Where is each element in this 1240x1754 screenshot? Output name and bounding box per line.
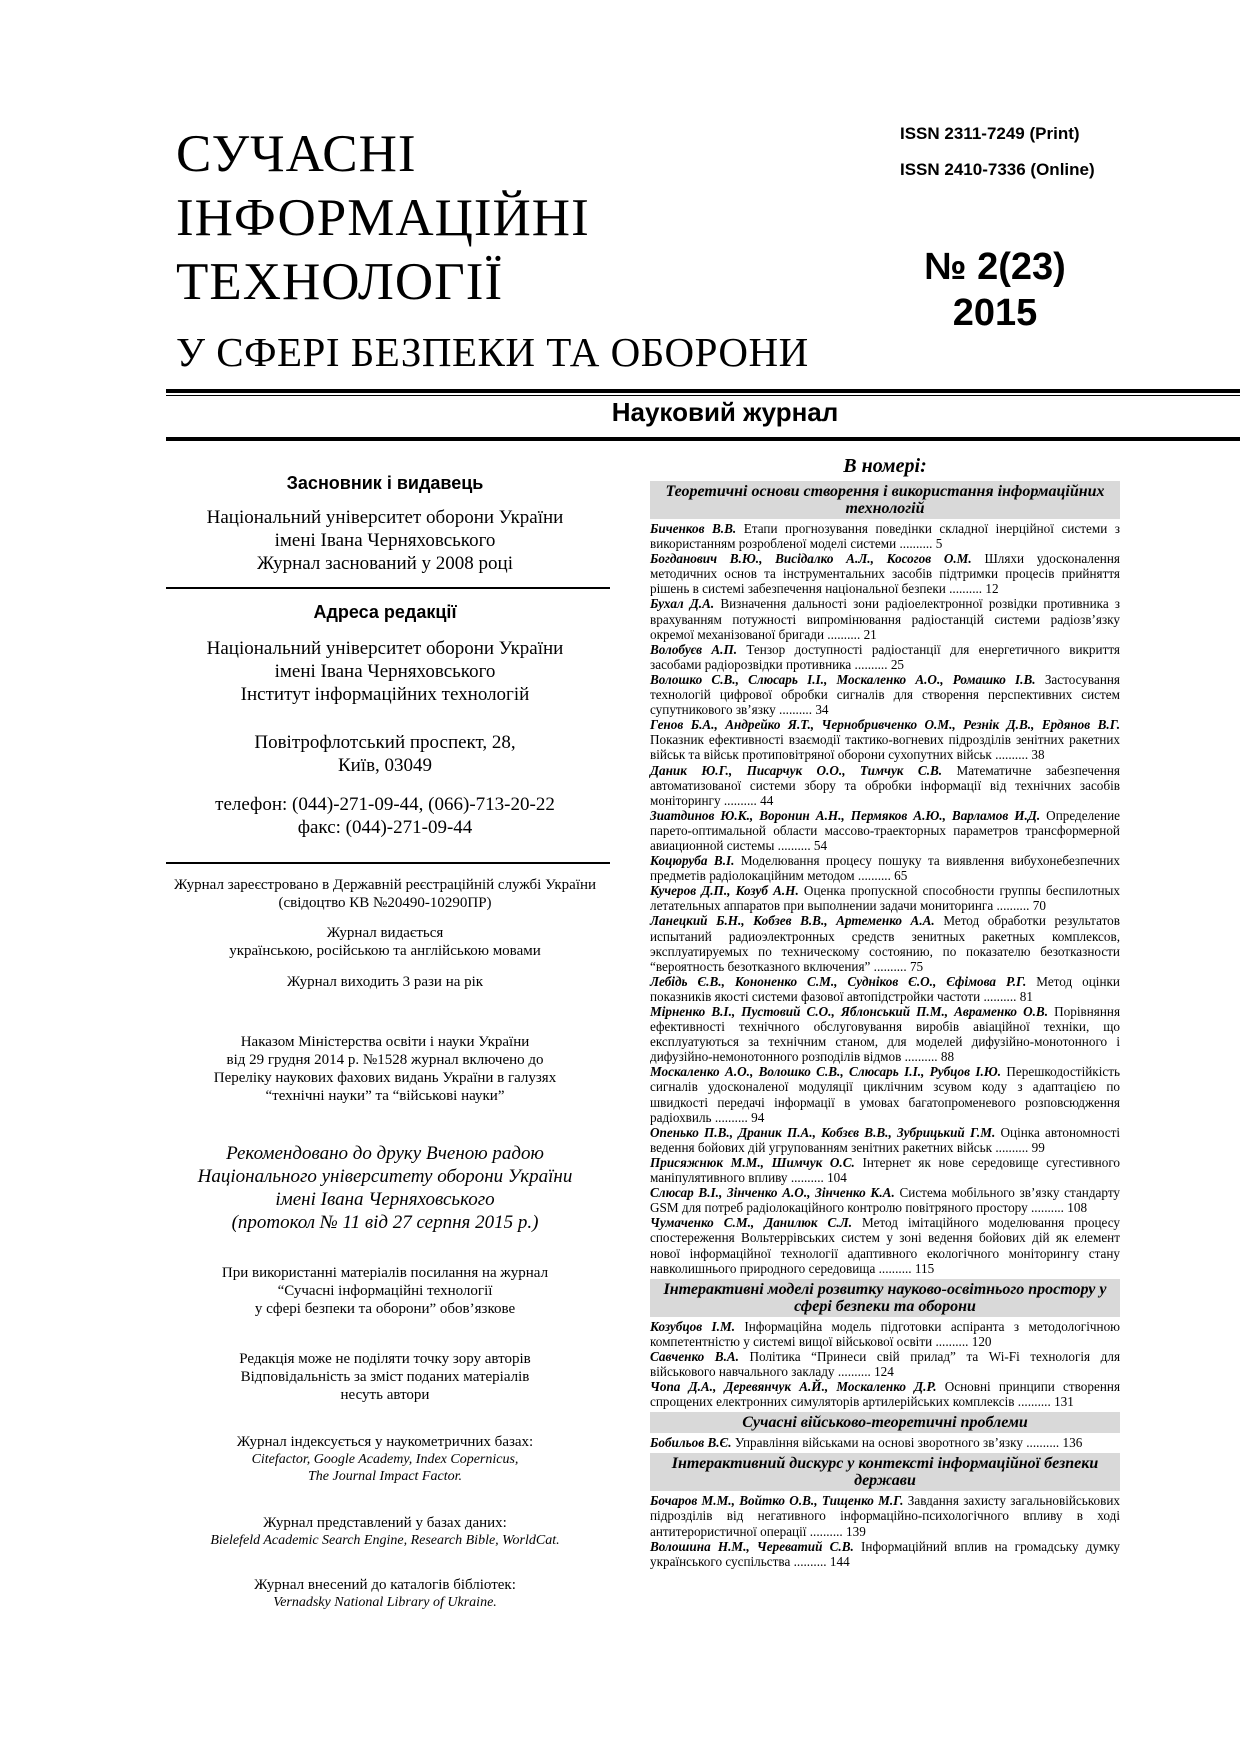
- founder-line: Журнал заснований у 2008 році: [257, 553, 513, 574]
- citation-line: При використанні матеріалів посилання на журнал: [221, 1265, 549, 1281]
- toc-entry-page: 34: [815, 702, 829, 718]
- toc-entry[interactable]: [650, 1004, 1120, 1064]
- toc-entry-leader: ..........: [945, 581, 986, 597]
- ministry-block: [160, 1033, 610, 1105]
- address-line: Київ, 03049: [337, 755, 433, 776]
- title-line-1: СУЧАСНІ: [176, 125, 417, 183]
- toc-entry-leader: ..........: [806, 1523, 847, 1539]
- toc-entry-leader: ..........: [834, 1363, 875, 1379]
- toc-entry-title: Перешкодостійкість сигналів удосконаленої модуляції циклічним зсувом коду з адаптацією по швидкості передачі інформації в умовах багатопроменевого розповсюдження радіохвиль: [650, 1064, 1120, 1125]
- toc-entry-page: 88: [940, 1049, 955, 1065]
- toc-entry-leader: ..........: [720, 792, 761, 808]
- editorial-line: Інститут інформаційних технологій: [240, 684, 530, 705]
- toc-entry-page: 136: [1062, 1435, 1083, 1451]
- toc-entry-leader: ..........: [711, 1109, 752, 1125]
- toc-entry-title: Управління військами на основі зворотного зв’язку: [734, 1435, 1023, 1451]
- bottom-rule-thick: [166, 437, 1240, 441]
- toc-entry-title: Застосування технологій цифрової обробки сигналів для створення перспективних систем супутникового зв’язку: [650, 671, 1120, 718]
- toc-entry-page: 5: [935, 536, 943, 552]
- toc-entry-leader: ..........: [980, 988, 1020, 1004]
- catalog-heading: Журнал внесений до каталогів бібліотек:: [254, 1577, 516, 1593]
- title-line-3: ТЕХНОЛОГІЇ: [176, 253, 504, 311]
- toc-entry-title: Метод оцінки показників якості системи фазової автопідстройки частоти: [650, 973, 1120, 1004]
- toc-entry-authors: Бочаров М.М., Войтко О.В., Тищенко М.Г.: [650, 1493, 904, 1509]
- toc-entry-page: 120: [971, 1333, 992, 1349]
- toc-entry-authors: Богданович В.Ю., Висідалко А.Л., Косогов О.М.: [650, 551, 972, 567]
- toc-entry-title: Завдання захисту загальновійськових підрозділів від негативного інформаційно-психологічного впливу в ході антитерористичної операції: [650, 1493, 1121, 1539]
- registration-block: [160, 876, 610, 912]
- disclaimer-line: несуть автори: [340, 1387, 430, 1403]
- citation-block: [160, 1264, 610, 1318]
- table-of-contents: [650, 455, 1120, 1569]
- toc-entry-title: Система мобільного зв’язку стандарту GSM для потреб радіолокаційного контролю повітряного простору: [650, 1185, 1121, 1216]
- toc-entry-page: 21: [863, 626, 877, 642]
- toc-entry-page: 115: [914, 1260, 935, 1276]
- toc-entry-leader: ..........: [790, 1553, 830, 1569]
- languages-line: Журнал видається: [326, 925, 444, 941]
- toc-entry-title: Інформаційна модель підготовки аспіранта з методологічною компетентністю у системі вищої військової освіти: [650, 1318, 1121, 1349]
- toc-entry-page: 139: [846, 1523, 866, 1539]
- toc-entry-leader: ..........: [1027, 1200, 1068, 1216]
- issn-online: ISSN 2410-7336 (Online): [900, 160, 1095, 179]
- toc-entry-authors: Савченко В.А.: [650, 1348, 739, 1364]
- toc-entry-title: Математичне забезпечення автоматизованої системи збору та обробки інформації від технічних засобів моніторингу: [650, 762, 1120, 808]
- toc-entry[interactable]: [650, 853, 1120, 883]
- toc-entry-title: Показник ефективності взаємодії тактико-вогневих підрозділів зенітних ракетних військ та військ протиповітряної оборони сухопутних військ: [650, 732, 1120, 763]
- toc-section-title: Сучасні військово-теоретичні проблеми: [650, 1412, 1120, 1433]
- toc-entry-authors: Присяжнюк М.М., Шимчук О.С.: [650, 1154, 855, 1170]
- fax: факс: (044)-271-09-44: [297, 817, 473, 838]
- citation-line: “Сучасні інформаційні технології: [277, 1283, 493, 1299]
- editorial-block: [160, 637, 610, 706]
- recommendation-line: Національного університету оборони України: [197, 1166, 573, 1187]
- toc-entry[interactable]: [650, 717, 1120, 762]
- toc-entry-leader: ..........: [993, 898, 1033, 914]
- toc-entry[interactable]: [650, 521, 1120, 551]
- toc-entry-authors: Бобильов В.Є.: [650, 1435, 732, 1451]
- toc-entry-leader: ..........: [991, 747, 1032, 763]
- toc-entry-authors: Волошко С.В., Слюсарь І.І., Москаленко А.О., Ромашко І.В.: [650, 671, 1036, 687]
- ministry-line: Наказом Міністерства освіти і науки України: [240, 1034, 530, 1050]
- founder-line: імені Івана Черняховського: [274, 530, 496, 551]
- catalog-line: Vernadsky National Library of Ukraine.: [273, 1595, 497, 1610]
- toc-entry[interactable]: [650, 913, 1120, 973]
- disclaimer-block: [160, 1350, 610, 1404]
- toc-entry-authors: Волобуєв А.П.: [650, 641, 738, 657]
- toc-entry-page: 65: [894, 868, 908, 884]
- top-rule-thin: [166, 395, 1240, 396]
- toc-entry-title: Моделювання процесу пошуку та виявлення вибухонебезпечних предметів радіолокаційним методом: [650, 853, 1121, 884]
- toc-entry-page: 144: [829, 1553, 850, 1569]
- toc-entry-title: Політика “Принеси свій прилад” та Wi-Fi технологія для військового навчального закладу: [650, 1348, 1121, 1379]
- toc-entry[interactable]: [650, 1379, 1120, 1409]
- toc-entry-leader: ..........: [896, 536, 936, 552]
- toc-section-title: Інтерактивні моделі розвитку науково-освітнього простору у сфері безпеки та оборони: [650, 1279, 1120, 1317]
- toc-entry-authors: Волошина Н.М., Череватий С.В.: [650, 1538, 854, 1554]
- toc-entry-leader: ..........: [875, 1260, 915, 1276]
- contacts-block: [160, 793, 610, 839]
- toc-entry-leader: ..........: [787, 1170, 828, 1186]
- toc-entry-authors: Генов Б.А., Андрейко Я.Т., Чернобривченко О.М., Резнік Д.В., Ердянов В.Г.: [650, 717, 1120, 733]
- databases-block: [160, 1514, 610, 1549]
- address-line: Повітрофлотський проспект, 28,: [254, 732, 516, 753]
- toc-entry-authors: Лебідь Є.В., Кононенко С.М., Судніков Є.О., Єфімова Р.Г.: [650, 973, 1027, 989]
- journal-type: Науковий журнал: [611, 397, 839, 427]
- toc-entry-page: 75: [909, 958, 924, 974]
- toc-entry-authors: Чумаченко С.М., Данилюк С.Л.: [650, 1215, 852, 1231]
- toc-entry-leader: ..........: [854, 868, 895, 884]
- toc-entry[interactable]: [650, 596, 1120, 641]
- toc-entry[interactable]: [650, 1435, 1120, 1450]
- toc-entry[interactable]: [650, 1064, 1120, 1124]
- recommendation-line: Рекомендовано до друку Вченою радою: [226, 1143, 544, 1164]
- founder-heading: Засновник і видавець: [286, 473, 484, 493]
- toc-entry-authors: Ланецкий Б.Н., Кобзев В.В., Артеменко А.А.: [650, 913, 935, 929]
- toc-entry-page: 25: [890, 656, 904, 672]
- title-line-2: ІНФОРМАЦІЙНІ: [176, 189, 590, 247]
- recommendation-block: [160, 1142, 610, 1234]
- recommendation-line: імені Івана Черняховського: [275, 1189, 495, 1210]
- toc-entry-page: 12: [985, 581, 999, 597]
- toc-heading: В номері:: [843, 455, 927, 477]
- toc-entry-leader: ..........: [851, 656, 891, 672]
- toc-entry[interactable]: [650, 883, 1120, 913]
- toc-entry-leader: ..........: [774, 837, 814, 853]
- editorial-line: імені Івана Черняховського: [274, 661, 496, 682]
- toc-entry[interactable]: [650, 1125, 1120, 1155]
- issue-number: № 2(23): [924, 246, 1066, 288]
- registration-line: (свідоцтво КВ №20490-10290ПР): [278, 895, 492, 911]
- toc-entry-leader: ..........: [1022, 1435, 1063, 1451]
- toc-entry[interactable]: [650, 763, 1120, 808]
- toc-entry-title: Шляхи удосконалення методичних основ та інструментальних засобів підтримки процесів прийняття рішень в системі забезпечення національної безпеки: [650, 551, 1120, 597]
- frequency: Журнал виходить 3 рази на рік: [286, 974, 484, 990]
- toc-entry-title: Оценка пропускной способности группы беспилотных летательных аппаратов при выполнении задачи мониторинга: [650, 883, 1121, 914]
- indexed-heading: Журнал індексується у наукометричних базах:: [236, 1434, 534, 1450]
- toc-entry-title: Определение парето-оптимальной области массово-траекторных параметров трансформерной авиационной системы: [650, 807, 1120, 853]
- toc-entry-title: Інтернет як нове середовище сугестивного маніпулятивного впливу: [650, 1154, 1121, 1186]
- languages-line: українською, російською та англійською мовами: [229, 943, 541, 959]
- toc-section-title: Інтерактивний дискурс у контексті інформаційної безпеки держави: [650, 1453, 1120, 1491]
- toc-entry-leader: ..........: [824, 626, 864, 642]
- toc-entry-authors: Бухал Д.А.: [650, 596, 715, 612]
- toc-entry[interactable]: [650, 551, 1120, 596]
- editorial-heading: Адреса редакції: [313, 602, 457, 622]
- toc-entry-authors: Кучеров Д.П., Козуб А.Н.: [650, 883, 799, 899]
- toc-entry-page: 99: [1031, 1139, 1045, 1155]
- toc-entry-leader: ..........: [901, 1049, 941, 1065]
- toc-entry-title: Етапи прогнозування поведінки складної інерційної системи з використанням розробленої моделі системи: [650, 521, 1120, 552]
- toc-entry[interactable]: [650, 672, 1120, 717]
- toc-entry[interactable]: [650, 808, 1120, 853]
- toc-entry-page: 124: [874, 1363, 894, 1379]
- toc-entry-authors: Чопа Д.А., Деревянчук А.Й., Москаленко Д.Р.: [650, 1379, 937, 1395]
- divider: [166, 862, 610, 864]
- databases-line: Bielefeld Academic Search Engine, Research Bible, WorldCat.: [210, 1533, 560, 1548]
- toc-entry-authors: Даник Ю.Г., Писарчук О.О., Тимчук С.В.: [650, 762, 943, 778]
- toc-entry-title: Оцінка автономності ведення бойових дій угрупованням зенітних ракетних військ: [650, 1124, 1120, 1155]
- toc-section-title: Теоретичні основи створення і використання інформаційних технологій: [650, 481, 1120, 519]
- toc-entry-leader: ..........: [992, 1139, 1032, 1155]
- journal-subtitle: У СФЕРІ БЕЗПЕКИ ТА ОБОРОНИ: [176, 329, 809, 375]
- journal-title: [176, 122, 590, 314]
- toc-entry-page: 54: [813, 837, 828, 853]
- ministry-line: “технічні науки” та “військові науки”: [265, 1088, 505, 1104]
- toc-entry[interactable]: [650, 1319, 1120, 1349]
- issue-year: 2015: [952, 292, 1038, 334]
- toc-entry-page: 70: [1032, 898, 1046, 914]
- toc-sections: [650, 481, 1120, 1569]
- toc-entry-authors: Москаленко А.О., Волошко С.В., Слюсарь І.І., Рубцов І.Ю.: [650, 1064, 1002, 1080]
- indexed-block: [160, 1433, 610, 1485]
- languages-block: [160, 924, 610, 960]
- toc-entry-authors: Зиатдинов Ю.К., Воронин А.Н., Пермяков А.Ю., Варламов И.Д.: [650, 807, 1041, 823]
- toc-entry-title: Основні принципи створення спрощених електронних симуляторів артилерійських комплексів: [650, 1379, 1121, 1410]
- indexed-line: Citefactor, Google Academy, Index Copernicus,: [251, 1452, 519, 1467]
- toc-entry-authors: Коцюруба В.І.: [650, 853, 735, 869]
- issn-print: ISSN 2311-7249 (Print): [900, 124, 1080, 143]
- editorial-line: Національний університет оборони України: [206, 638, 564, 659]
- phone: телефон: (044)-271-09-44, (066)-713-20-22: [215, 794, 555, 815]
- disclaimer-line: Редакція може не поділяти точку зору авторів: [239, 1351, 531, 1367]
- address-block: [160, 731, 610, 777]
- toc-entry-title: Тензор доступності радіостанції для енергетичного викриття засобами радіорозвідки противника: [650, 641, 1121, 672]
- citation-line: у сфері безпеки та оборони” обов’язкове: [254, 1301, 516, 1317]
- toc-entry[interactable]: [650, 1185, 1120, 1215]
- toc-entry-title: Порівняння ефективності технічного обслуговування виробів авіаційної техніки, що експлуатуються за технічним станом, для моделей дифузійно-монотонного і дифузійно-немонотонного розподілів відмов: [650, 1004, 1121, 1065]
- toc-entry-page: 108: [1067, 1200, 1088, 1216]
- toc-entry-page: 131: [1054, 1394, 1074, 1410]
- founder-block: [160, 506, 610, 575]
- toc-entry-page: 104: [827, 1170, 847, 1186]
- toc-entry-authors: Мірненко В.І., Пустовий С.О., Яблонський П.М., Авраменко О.В.: [650, 1004, 1049, 1019]
- ministry-line: від 29 грудня 2014 р. №1528 журнал включено до: [226, 1052, 544, 1068]
- toc-entry-title: Метод імітаційного моделювання процесу спостереження Вольтеррівських систем у зоні ведення бойових дій як елемент нової інформаційної технології адаптивного екологічного моніторингу стану навколишнього природного середовища: [650, 1215, 1120, 1276]
- toc-entry[interactable]: [650, 1493, 1120, 1538]
- divider: [166, 587, 610, 589]
- toc-entry[interactable]: [650, 974, 1120, 1004]
- toc-entry-page: 81: [1019, 988, 1033, 1004]
- disclaimer-line: Відповідальність за зміст поданих матеріалів: [240, 1369, 530, 1385]
- toc-entry[interactable]: [650, 1539, 1120, 1569]
- toc-entry-leader: ..........: [870, 958, 910, 974]
- toc-entry-leader: ..........: [1014, 1394, 1055, 1410]
- toc-entry-authors: Биченков В.В.: [650, 521, 737, 536]
- toc-entry-page: 94: [751, 1109, 765, 1125]
- toc-entry[interactable]: [650, 1155, 1120, 1185]
- databases-heading: Журнал представлений у базах даних:: [263, 1515, 507, 1531]
- toc-entry-authors: Козубцов І.М.: [650, 1318, 735, 1334]
- toc-entry[interactable]: [650, 1215, 1120, 1275]
- toc-entry-leader: ..........: [775, 702, 816, 718]
- recommendation-line: (протокол № 11 від 27 серпня 2015 р.): [231, 1212, 539, 1233]
- toc-entry-authors: Опенько П.В., Драник П.А., Кобзєв В.В., Зубрицький Г.М.: [650, 1124, 996, 1140]
- ministry-line: Переліку наукових фахових видань України в галузях: [213, 1070, 557, 1086]
- top-rule-thick: [166, 389, 1240, 393]
- toc-entry-title: Визначення дальності зони радіоелектронної розвідки противника з врахуванням потужності випромінювання радіостанцій системи радіозв’язку окремої механізованої бригади: [650, 596, 1121, 642]
- toc-entry-leader: ..........: [932, 1333, 972, 1349]
- issue-block: [906, 244, 1084, 336]
- toc-entry[interactable]: [650, 642, 1120, 672]
- founder-line: Національний університет оборони України: [206, 507, 564, 528]
- toc-entry-page: 38: [1031, 747, 1045, 763]
- toc-entry-title: Метод обработки результатов испытаний радиоэлектронных средств зенитных ракетных комплексов, эксплуатируемых по техническому состоянию, по показателю безотказности “вероятность безотказного включения”: [650, 913, 1120, 974]
- toc-entry-title: Інформаційний вплив на громадську думку українського суспільства: [650, 1538, 1121, 1569]
- toc-entry-page: 44: [760, 792, 774, 808]
- toc-entry-authors: Слюсар В.І., Зінченко А.О., Зінченко К.А.: [650, 1185, 895, 1201]
- catalog-block: [160, 1576, 610, 1611]
- registration-line: Журнал зареєстровано в Державній реєстраційній службі України: [173, 877, 597, 893]
- toc-entry[interactable]: [650, 1349, 1120, 1379]
- indexed-line: The Journal Impact Factor.: [308, 1469, 462, 1484]
